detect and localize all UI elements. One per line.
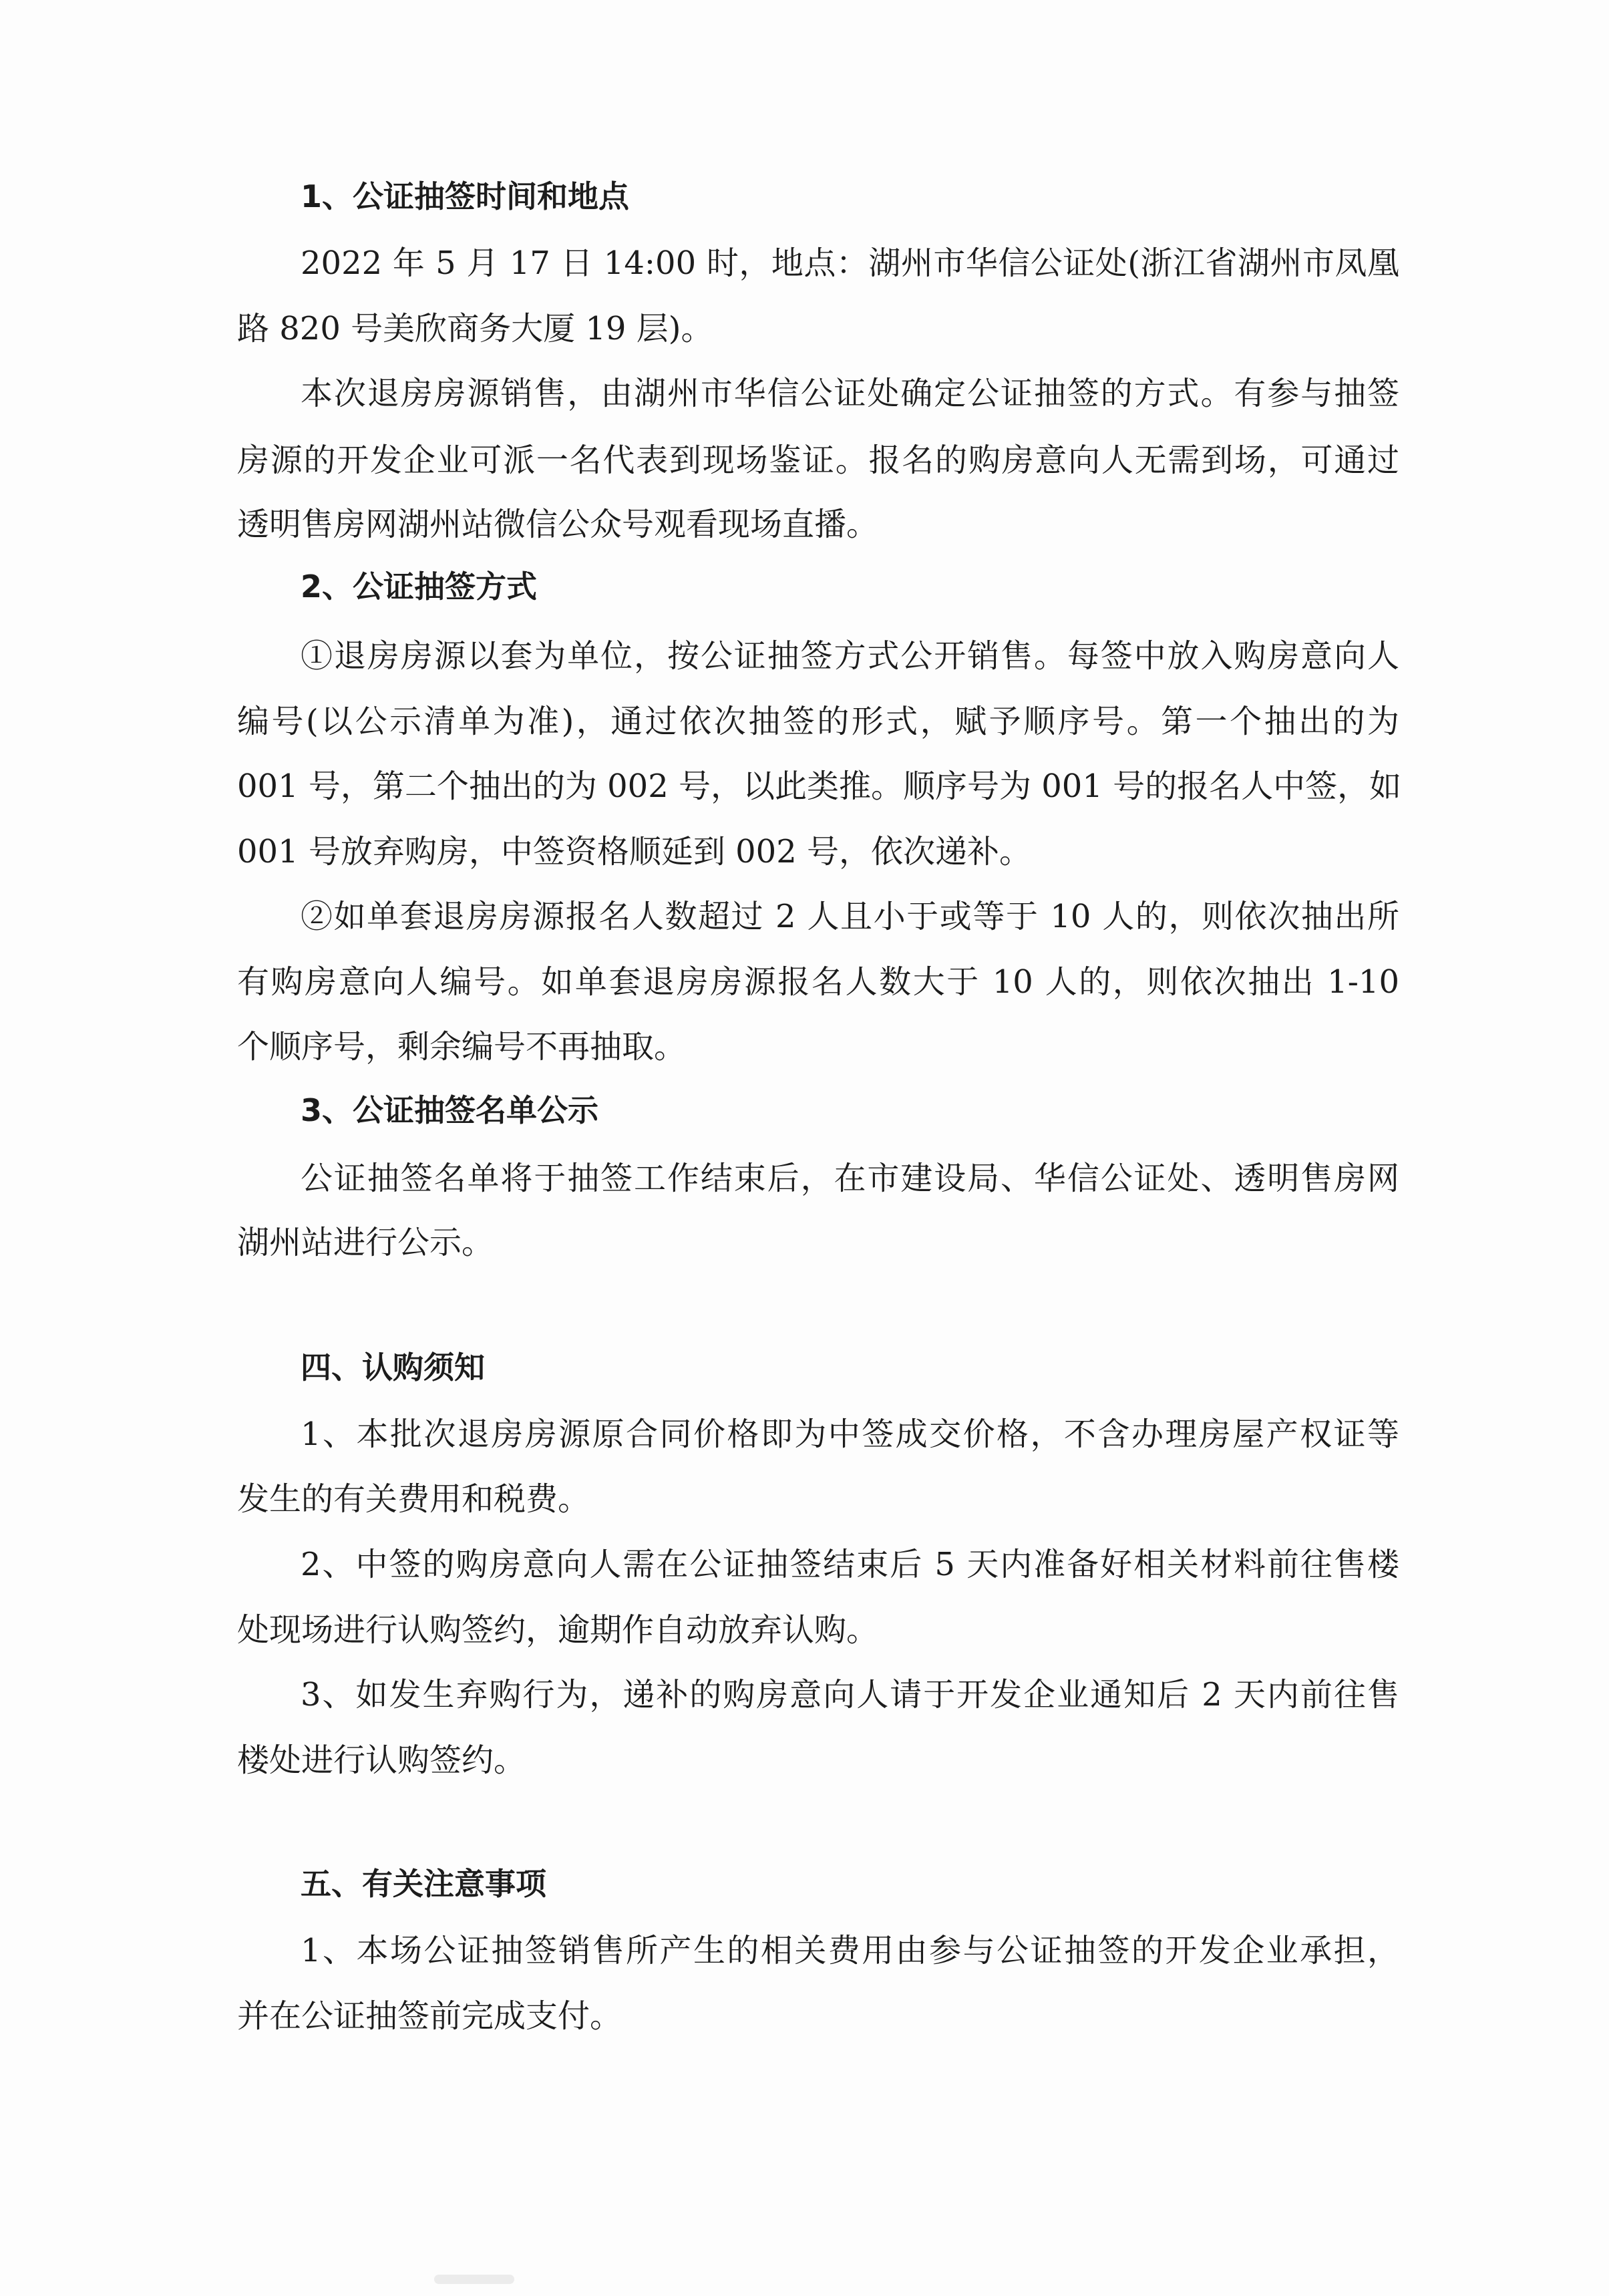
paragraph-line: 发生的有关费用和税费。 [237,1480,590,1518]
paragraph-line: ①退房房源以套为单位，按公证抽签方式公开销售。每签中放入购房意向人 [301,637,1399,675]
paragraph-line: 处现场进行认购签约，逾期作自动放弃认购。 [237,1611,879,1649]
paragraph-line: 1、本批次退房房源原合同价格即为中签成交价格，不含办理房屋产权证等 [301,1416,1399,1453]
paragraph-line: 并在公证抽签前完成支付。 [237,1997,622,2035]
paragraph-line: 个顺序号，剩余编号不再抽取。 [237,1028,687,1065]
paragraph-line: 湖州站进行公示。 [237,1224,494,1261]
paragraph-line: 有购房意向人编号。如单套退房房源报名人数大于 10 人的，则依次抽出 1-10 [237,963,1399,1001]
paragraph-line: 楼处进行认购签约。 [237,1742,526,1779]
paragraph-line: 编号(以公示清单为准)，通过依次抽签的形式，赋予顺序号。第一个抽出的为 [237,703,1399,740]
paragraph-line: 本次退房房源销售，由湖州市华信公证处确定公证抽签的方式。有参与抽签 [301,375,1399,412]
sub-heading-method: 2、公证抽签方式 [301,568,538,605]
section-heading-subscription: 四、认购须知 [301,1349,485,1385]
paragraph-line: 2、中签的购房意向人需在公证抽签结束后 5 天内准备好相关材料前往售楼 [301,1546,1399,1583]
paragraph-line: 001 号，第二个抽出的为 002 号，以此类推。顺序号为 001 号的报名人中签，如 [237,768,1402,805]
paragraph-line: 路 820 号美欣商务大厦 19 层)。 [237,310,713,347]
paragraph-line: 001 号放弃购房，中签资格顺延到 002 号，依次递补。 [237,833,1032,870]
scan-artifact [434,2275,514,2284]
sub-heading-publicity: 3、公证抽签名单公示 [301,1092,599,1128]
paragraph-line: 公证抽签名单将于抽签工作结束后，在市建设局、华信公证处、透明售房网 [301,1160,1399,1197]
paragraph-line: 3、如发生弃购行为，递补的购房意向人请于开发企业通知后 2 天内前往售 [301,1676,1399,1713]
paragraph-line: ②如单套退房房源报名人数超过 2 人且小于或等于 10 人的，则依次抽出所 [301,898,1399,935]
paragraph-line: 2022 年 5 月 17 日 14:00 时，地点：湖州市华信公证处(浙江省湖州市凤凰 [301,244,1399,282]
sub-heading-time-place: 1、公证抽签时间和地点 [301,178,630,214]
paragraph-line: 1、本场公证抽签销售所产生的相关费用由参与公证抽签的开发企业承担， [301,1932,1399,1969]
section-heading-notes: 五、有关注意事项 [301,1866,546,1902]
paragraph-line: 透明售房网湖州站微信公众号观看现场直播。 [237,506,879,543]
paragraph-line: 房源的开发企业可派一名代表到现场鉴证。报名的购房意向人无需到场，可通过 [237,442,1399,479]
